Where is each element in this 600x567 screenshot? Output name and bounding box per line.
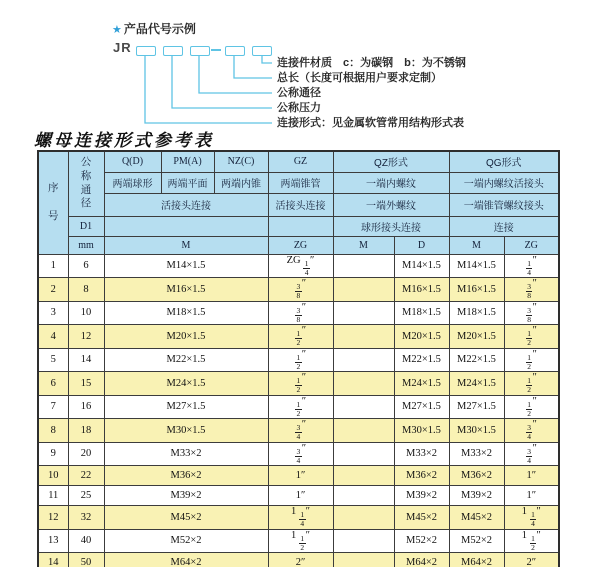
header-col-nz: NZ(C) — [214, 151, 268, 172]
table-cell-qz_m — [333, 301, 394, 325]
table-cell-qg_zg: $\frac{3}{4}$ ″ — [504, 442, 559, 466]
table-cell-seq: 8 — [38, 419, 68, 443]
header-col-pm: PM(A) — [161, 151, 214, 172]
table-cell-qg_m: M20×1.5 — [449, 325, 504, 349]
table-row — [38, 395, 559, 419]
table-row — [38, 419, 559, 443]
header-col-qz: QZ形式 — [333, 151, 449, 172]
table-title: 螺母连接形式参考表 — [34, 131, 214, 151]
table-row — [38, 466, 559, 486]
table-cell-seq: 11 — [38, 486, 68, 506]
table-row — [38, 442, 559, 466]
table-cell-seq: 6 — [38, 372, 68, 396]
table-cell-qg_zg: $\frac{1}{2}$ ″ — [504, 372, 559, 396]
table-row — [38, 301, 559, 325]
header-gz-desc: 两端锥管 — [268, 172, 333, 193]
table-cell-qz_m — [333, 486, 394, 506]
table-row — [38, 529, 559, 553]
table-cell-qg_m: M36×2 — [449, 466, 504, 486]
table-cell-gz: $\frac{1}{2}$ ″ — [268, 395, 333, 419]
header-qg-desc2: 一端锥管螺纹接头 — [449, 193, 559, 216]
diagram-heading — [112, 20, 196, 37]
table-cell-dn: 25 — [68, 486, 104, 506]
table-cell-dn: 32 — [68, 506, 104, 530]
table-cell-qg_zg: $\frac{1}{2}$ ″ — [504, 348, 559, 372]
table-cell-m: M27×1.5 — [104, 395, 268, 419]
table-cell-qz_d: M20×1.5 — [394, 325, 449, 349]
header-col-qg: QG形式 — [449, 151, 559, 172]
header-qz-d: D — [394, 236, 449, 254]
header-qz-desc1: 一端内螺纹 — [333, 172, 449, 193]
table-cell-dn: 22 — [68, 466, 104, 486]
table-cell-qz_d: M45×2 — [394, 506, 449, 530]
header-gz-unit: ZG — [268, 236, 333, 254]
table-cell-qg_zg: 1″ — [504, 466, 559, 486]
code-box-2 — [163, 46, 183, 56]
table-cell-dn: 16 — [68, 395, 104, 419]
table-cell-seq: 3 — [38, 301, 68, 325]
table-cell-qg_m: M16×1.5 — [449, 278, 504, 302]
table-cell-gz: $\frac{3}{4}$ ″ — [268, 419, 333, 443]
table-cell-qz_d: M24×1.5 — [394, 372, 449, 396]
table-cell-qz_d: M18×1.5 — [394, 301, 449, 325]
table-row — [38, 372, 559, 396]
table-row — [38, 348, 559, 372]
table-cell-seq: 4 — [38, 325, 68, 349]
table-cell-dn: 50 — [68, 553, 104, 567]
table-cell-seq: 2 — [38, 278, 68, 302]
header-qg-m: M — [449, 236, 504, 254]
table-cell-qg_m: M39×2 — [449, 486, 504, 506]
header-m-span: M — [104, 236, 268, 254]
table-cell-qz_m — [333, 254, 394, 278]
header-dn: 公称通径 — [68, 151, 104, 216]
table-cell-qz_d: M27×1.5 — [394, 395, 449, 419]
table-cell-qg_zg: 1″ — [504, 486, 559, 506]
table-cell-gz: $\frac{1}{2}$ ″ — [268, 348, 333, 372]
table-cell-dn: 8 — [68, 278, 104, 302]
header-qpmnz-conn: 活接头连接 — [104, 193, 268, 216]
table-cell-qz_m — [333, 506, 394, 530]
table-cell-m: M20×1.5 — [104, 325, 268, 349]
code-box-1 — [136, 46, 156, 56]
header-seq: 序号 — [38, 151, 68, 254]
header-pm-desc: 两端平面 — [161, 172, 214, 193]
header-nz-desc: 两端内锥 — [214, 172, 268, 193]
table-cell-qg_zg: 1 $\frac{1}{4}$ ″ — [504, 506, 559, 530]
table-cell-qz_d: M36×2 — [394, 466, 449, 486]
table-cell-dn: 40 — [68, 529, 104, 553]
table-cell-qg_zg: $\frac{3}{8}$ ″ — [504, 278, 559, 302]
table-cell-qz_m — [333, 278, 394, 302]
table-cell-qg_m: M22×1.5 — [449, 348, 504, 372]
star-icon: ★ — [112, 24, 122, 36]
table-cell-qz_m — [333, 395, 394, 419]
table-cell-seq: 10 — [38, 466, 68, 486]
label-length: 总长（长度可根据用户要求定制） — [277, 72, 442, 84]
table-cell-m: M16×1.5 — [104, 278, 268, 302]
table-cell-seq: 12 — [38, 506, 68, 530]
code-box-4 — [225, 46, 245, 56]
table-row — [38, 553, 559, 567]
table-row — [38, 254, 559, 278]
table-cell-qg_m: M18×1.5 — [449, 301, 504, 325]
table-row — [38, 506, 559, 530]
header-qg-conn: 连接 — [449, 216, 559, 236]
table-cell-gz: 2″ — [268, 553, 333, 567]
table-cell-gz: $\frac{3}{8}$ ″ — [268, 301, 333, 325]
header-qz-conn: 球形接头连接 — [333, 216, 449, 236]
table-cell-m: M14×1.5 — [104, 254, 268, 278]
table-cell-qg_m: M14×1.5 — [449, 254, 504, 278]
table-cell-m: M33×2 — [104, 442, 268, 466]
table-cell-dn: 6 — [68, 254, 104, 278]
table-cell-gz: $\frac{3}{8}$ ″ — [268, 278, 333, 302]
table-cell-gz: $\frac{1}{2}$ ″ — [268, 325, 333, 349]
table-cell-seq: 7 — [38, 395, 68, 419]
table-cell-m: M24×1.5 — [104, 372, 268, 396]
table-cell-qg_zg: $\frac{3}{4}$ ″ — [504, 419, 559, 443]
table-cell-qz_m — [333, 372, 394, 396]
table-cell-dn: 12 — [68, 325, 104, 349]
code-box-3 — [190, 46, 210, 56]
table-body — [38, 254, 559, 567]
table-cell-qg_zg: 2″ — [504, 553, 559, 567]
table-cell-qg_m: M52×2 — [449, 529, 504, 553]
diagram-title: 产品代号示例 — [123, 22, 196, 36]
header-col-gz: GZ — [268, 151, 333, 172]
table-cell-gz: 1 $\frac{1}{4}$ ″ — [268, 506, 333, 530]
code-dash — [211, 49, 221, 51]
table-cell-seq: 1 — [38, 254, 68, 278]
label-diameter: 公称通径 — [277, 87, 321, 99]
table-cell-qz_m — [333, 348, 394, 372]
table-cell-qz_m — [333, 529, 394, 553]
table-cell-m: M45×2 — [104, 506, 268, 530]
code-prefix: JR — [113, 40, 132, 55]
table-row — [38, 486, 559, 506]
table-cell-dn: 20 — [68, 442, 104, 466]
header-qz-m: M — [333, 236, 394, 254]
table-cell-qg_zg: $\frac{1}{2}$ ″ — [504, 395, 559, 419]
header-empty-1 — [104, 216, 268, 236]
header-q-desc: 两端球形 — [104, 172, 161, 193]
table-cell-gz: $\frac{1}{2}$ ″ — [268, 372, 333, 396]
header-gz-conn: 活接头连接 — [268, 193, 333, 216]
code-box-5 — [252, 46, 272, 56]
header-qg-zg: ZG — [504, 236, 559, 254]
table-cell-gz: $\frac{3}{4}$ ″ — [268, 442, 333, 466]
table-cell-gz: 1″ — [268, 486, 333, 506]
table-cell-qz_m — [333, 325, 394, 349]
table-cell-qz_d: M52×2 — [394, 529, 449, 553]
table-cell-qz_m — [333, 553, 394, 567]
table-cell-qz_d: M14×1.5 — [394, 254, 449, 278]
table-cell-gz: 1 $\frac{1}{2}$ ″ — [268, 529, 333, 553]
table-cell-m: M52×2 — [104, 529, 268, 553]
header-mm: mm — [68, 236, 104, 254]
table-row — [38, 278, 559, 302]
table-cell-qg_zg: $\frac{3}{8}$ ″ — [504, 301, 559, 325]
table-cell-qz_d: M64×2 — [394, 553, 449, 567]
header-col-q: Q(D) — [104, 151, 161, 172]
table-cell-seq: 14 — [38, 553, 68, 567]
table-cell-qg_m: M64×2 — [449, 553, 504, 567]
table-cell-qz_m — [333, 419, 394, 443]
table-cell-qg_m: M30×1.5 — [449, 419, 504, 443]
table-cell-m: M22×1.5 — [104, 348, 268, 372]
table-cell-gz: ZG $\frac{1}{4}$ ″ — [268, 254, 333, 278]
table-cell-seq: 5 — [38, 348, 68, 372]
table-cell-dn: 15 — [68, 372, 104, 396]
header-d1: D1 — [68, 216, 104, 236]
table-cell-m: M18×1.5 — [104, 301, 268, 325]
table-cell-gz: 1″ — [268, 466, 333, 486]
table-cell-seq: 13 — [38, 529, 68, 553]
table-cell-qz_d: M39×2 — [394, 486, 449, 506]
table-cell-qz_d: M33×2 — [394, 442, 449, 466]
header-qz-desc2: 一端外螺纹 — [333, 193, 449, 216]
table-cell-m: M36×2 — [104, 466, 268, 486]
table-cell-m: M30×1.5 — [104, 419, 268, 443]
header-qg-desc1: 一端内螺纹活接头 — [449, 172, 559, 193]
table-cell-m: M39×2 — [104, 486, 268, 506]
table-cell-qz_m — [333, 442, 394, 466]
header-empty-2 — [268, 216, 333, 236]
table-cell-qg_m: M27×1.5 — [449, 395, 504, 419]
table-cell-m: M64×2 — [104, 553, 268, 567]
label-pressure: 公称压力 — [277, 102, 321, 114]
reference-table — [37, 150, 560, 567]
table-cell-qz_m — [333, 466, 394, 486]
table-cell-dn: 18 — [68, 419, 104, 443]
table-cell-dn: 14 — [68, 348, 104, 372]
table-cell-seq: 9 — [38, 442, 68, 466]
table-cell-qg_m: M24×1.5 — [449, 372, 504, 396]
table-cell-qg_zg: $\frac{1}{2}$ ″ — [504, 325, 559, 349]
table-cell-qg_m: M33×2 — [449, 442, 504, 466]
table-cell-qg_zg: 1 $\frac{1}{2}$ ″ — [504, 529, 559, 553]
table-cell-qz_d: M16×1.5 — [394, 278, 449, 302]
table-cell-qz_d: M22×1.5 — [394, 348, 449, 372]
table-cell-qg_zg: $\frac{1}{4}$ ″ — [504, 254, 559, 278]
table-cell-qz_d: M30×1.5 — [394, 419, 449, 443]
table-row — [38, 325, 559, 349]
label-material: 连接件材质 c：为碳钢 b：为不锈钢 — [277, 57, 466, 69]
label-connection: 连接形式：见金属软管常用结构形式表 — [277, 117, 464, 129]
table-cell-qg_m: M45×2 — [449, 506, 504, 530]
table-cell-dn: 10 — [68, 301, 104, 325]
